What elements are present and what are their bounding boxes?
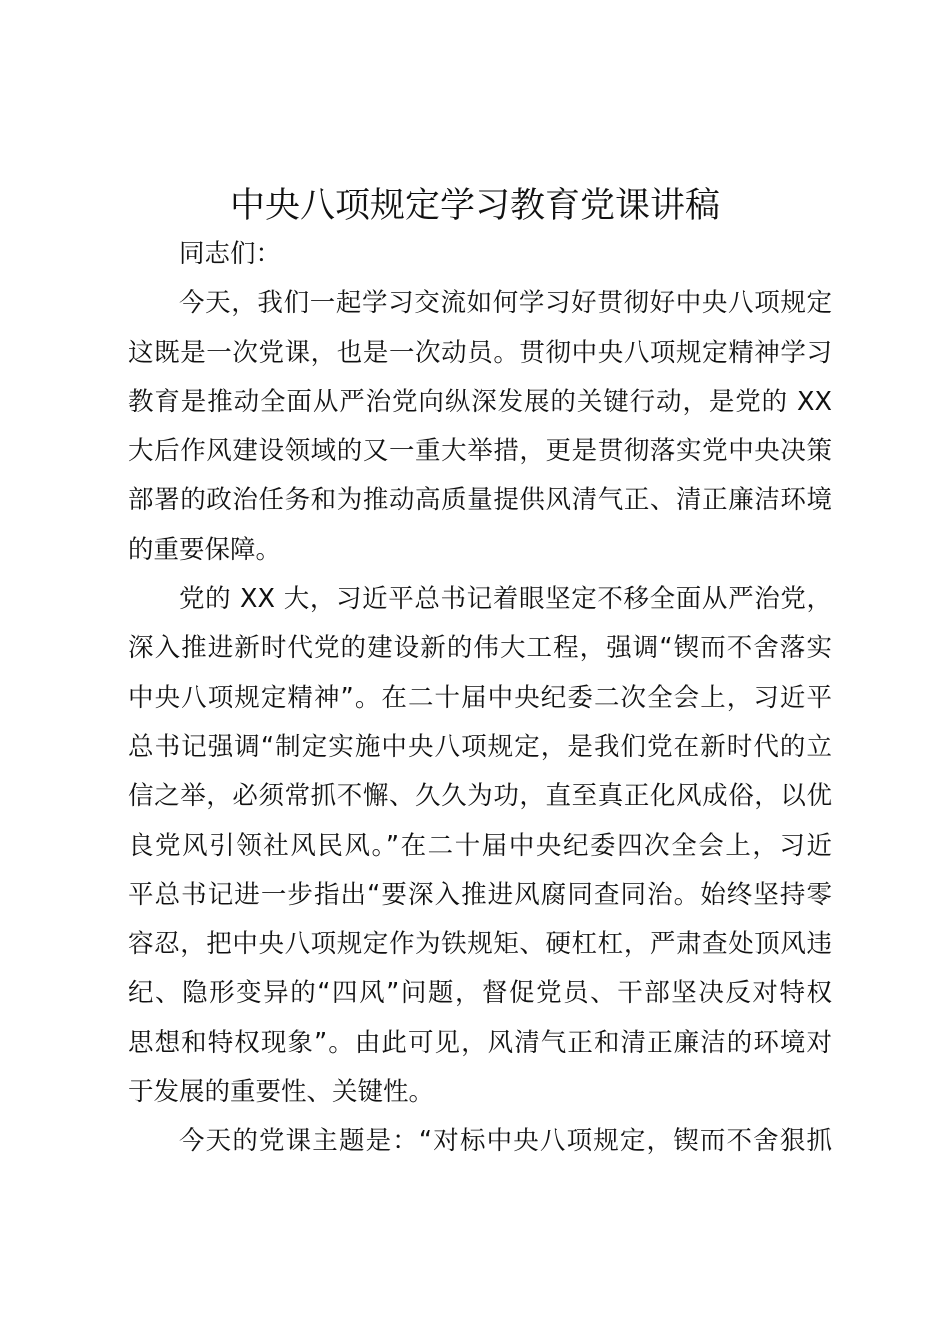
document-title: 中央八项规定学习教育党课讲稿	[229, 186, 720, 226]
text-line: 党的 XX 大，习近平总书记着眼坚定不移全面从严治党，	[179, 584, 832, 615]
text-line: 大后作风建设领域的又一重大举措，更是贯彻落实党中央决策	[128, 436, 832, 467]
text-line: 纪、隐形变异的“四风”问题，督促党员、干部坚决反对特权	[128, 978, 832, 1009]
text-line: 教育是推动全面从严治党向纵深发展的关键行动，是党的 XX	[128, 386, 832, 417]
text-line: 于发展的重要性、关键性。	[128, 1077, 435, 1108]
text-line: 今天，我们一起学习交流如何学习好贯彻好中央八项规定	[179, 288, 832, 319]
document-body	[128, 230, 832, 1167]
text-line: 容忍，把中央八项规定作为铁规矩、硬杠杠，严肃查处顶风违	[128, 929, 832, 960]
text-line: 中央八项规定精神”。在二十届中央纪委二次全会上，习近平	[128, 682, 832, 713]
text-line: 的重要保障。	[128, 534, 282, 565]
text-line: 同志们：	[179, 239, 282, 269]
text-line: 部署的政治任务和为推动高质量提供风清气正、清正廉洁环境	[128, 485, 832, 516]
text-line: 总书记强调“制定实施中央八项规定，是我们党在新时代的立	[128, 731, 832, 762]
text-line: 深入推进新时代党的建设新的伟大工程，强调“锲而不舍落实	[128, 633, 832, 664]
text-line: 信之举，必须常抓不懈、久久为功，直至真正化风成俗，以优	[128, 781, 832, 812]
text-line: 今天的党课主题是：“对标中央八项规定，锲而不舍狠抓	[179, 1126, 832, 1157]
text-line: 思想和特权现象”。由此可见，风清气正和清正廉洁的环境对	[128, 1027, 832, 1058]
text-line: 这既是一次党课，也是一次动员。贯彻中央八项规定精神学习	[128, 337, 832, 368]
text-line: 良党风引领社风民风。”在二十届中央纪委四次全会上，习近	[128, 830, 832, 861]
text-line: 平总书记进一步指出“要深入推进风腐同查同治。始终坚持零	[128, 879, 832, 910]
